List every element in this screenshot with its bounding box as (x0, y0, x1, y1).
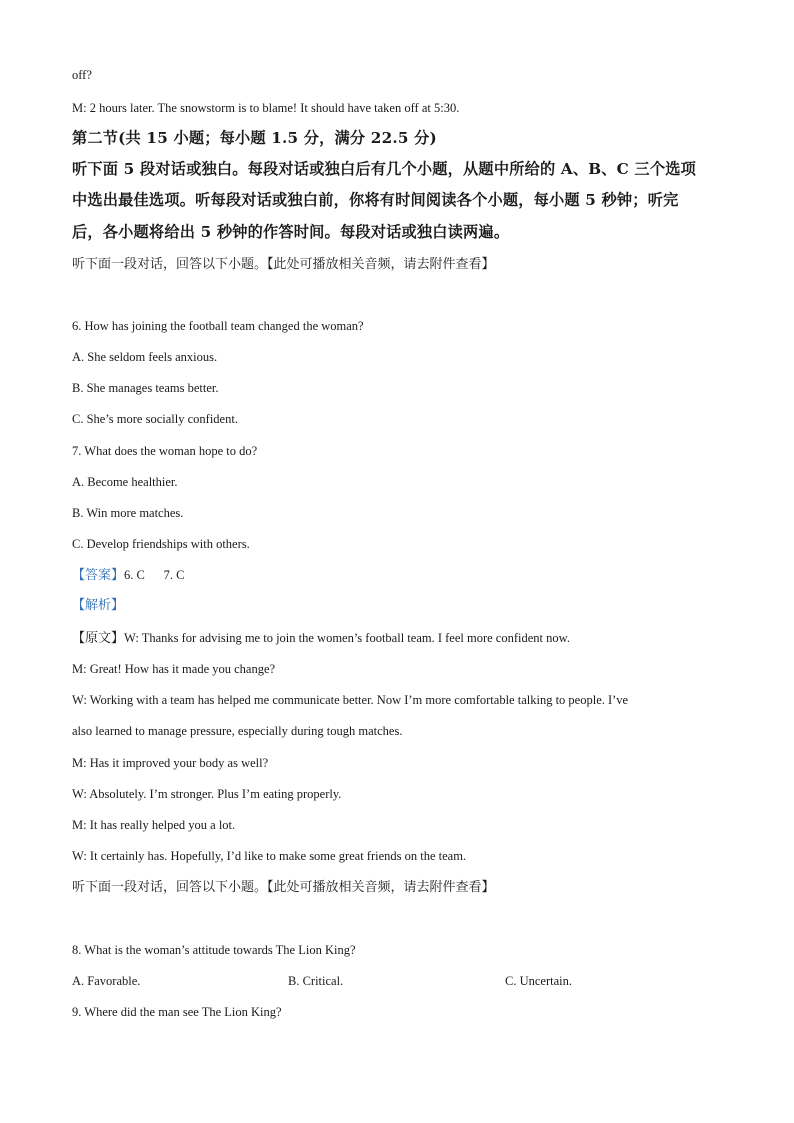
transcript-line: M: It has really helped you a lot. (72, 818, 236, 832)
instruction-line: 后，各小题将给出 5 秒钟的作答时间。每段对话或独白读两遍。 (72, 223, 510, 241)
text-line: M: 2 hours later. The snowstorm is to blame! It should have taken off at 5:30. (72, 101, 460, 115)
option-8b: B. Critical. (288, 974, 344, 988)
audio-note: 听下面一段对话，回答以下小题。【此处可播放相关音频，请去附件查看】 (72, 257, 495, 272)
option-6b: B. She manages teams better. (72, 381, 219, 395)
transcript-line: M: Great! How has it made you change? (72, 662, 276, 676)
question-7: 7. What does the woman hope to do? (72, 444, 258, 458)
question-9: 9. Where did the man see The Lion King? (72, 1005, 282, 1019)
transcript-line (72, 630, 570, 647)
question-6: 6. How has joining the football team changed the woman? (72, 319, 364, 333)
transcript-line: also learned to manage pressure, especially during tough matches. (72, 724, 403, 738)
instruction-line: 听下面 5 段对话或独白。每段对话或独白后有几个小题，从题中所给的 A、B、C 三个选项 (72, 160, 696, 178)
transcript-line: M: Has it improved your body as well? (72, 756, 269, 770)
audio-note: 听下面一段对话，回答以下小题。【此处可播放相关音频，请去附件查看】 (72, 880, 495, 895)
transcript-text: W: Thanks for advising me to join the women’s football team. I feel more confident now. (124, 631, 570, 645)
analysis-label: 【解析】 (72, 598, 125, 613)
answer-text: 6. C 7. C (124, 568, 185, 582)
transcript-line: W: Absolutely. I’m stronger. Plus I’m eating properly. (72, 787, 342, 801)
option-8a: A. Favorable. (72, 974, 141, 988)
option-7b: B. Win more matches. (72, 506, 184, 520)
option-8c: C. Uncertain. (505, 974, 572, 988)
section-title: 第二节(共 15 小题；每小题 1.5 分，满分 22.5 分) (72, 129, 437, 147)
text-line: off? (72, 68, 92, 82)
answer-label: 【答案】 (72, 568, 125, 583)
question-8: 8. What is the woman’s attitude towards The Lion King? (72, 943, 356, 957)
transcript-line: W: Working with a team has helped me communicate better. Now I’m more comfortable talking to people. I’ve (72, 693, 629, 707)
option-6c: C. She’s more socially confident. (72, 412, 238, 426)
option-6a: A. She seldom feels anxious. (72, 350, 218, 364)
option-7c: C. Develop friendships with others. (72, 537, 250, 551)
instruction-line: 中选出最佳选项。听每段对话或独白前，你将有时间阅读各个小题，每小题 5 秒钟；听完 (72, 191, 679, 209)
original-label: 【原文】 (72, 631, 125, 646)
transcript-line: W: It certainly has. Hopefully, I’d like to make some great friends on the team. (72, 849, 467, 863)
answer-line (72, 567, 184, 584)
option-7a: A. Become healthier. (72, 475, 178, 489)
